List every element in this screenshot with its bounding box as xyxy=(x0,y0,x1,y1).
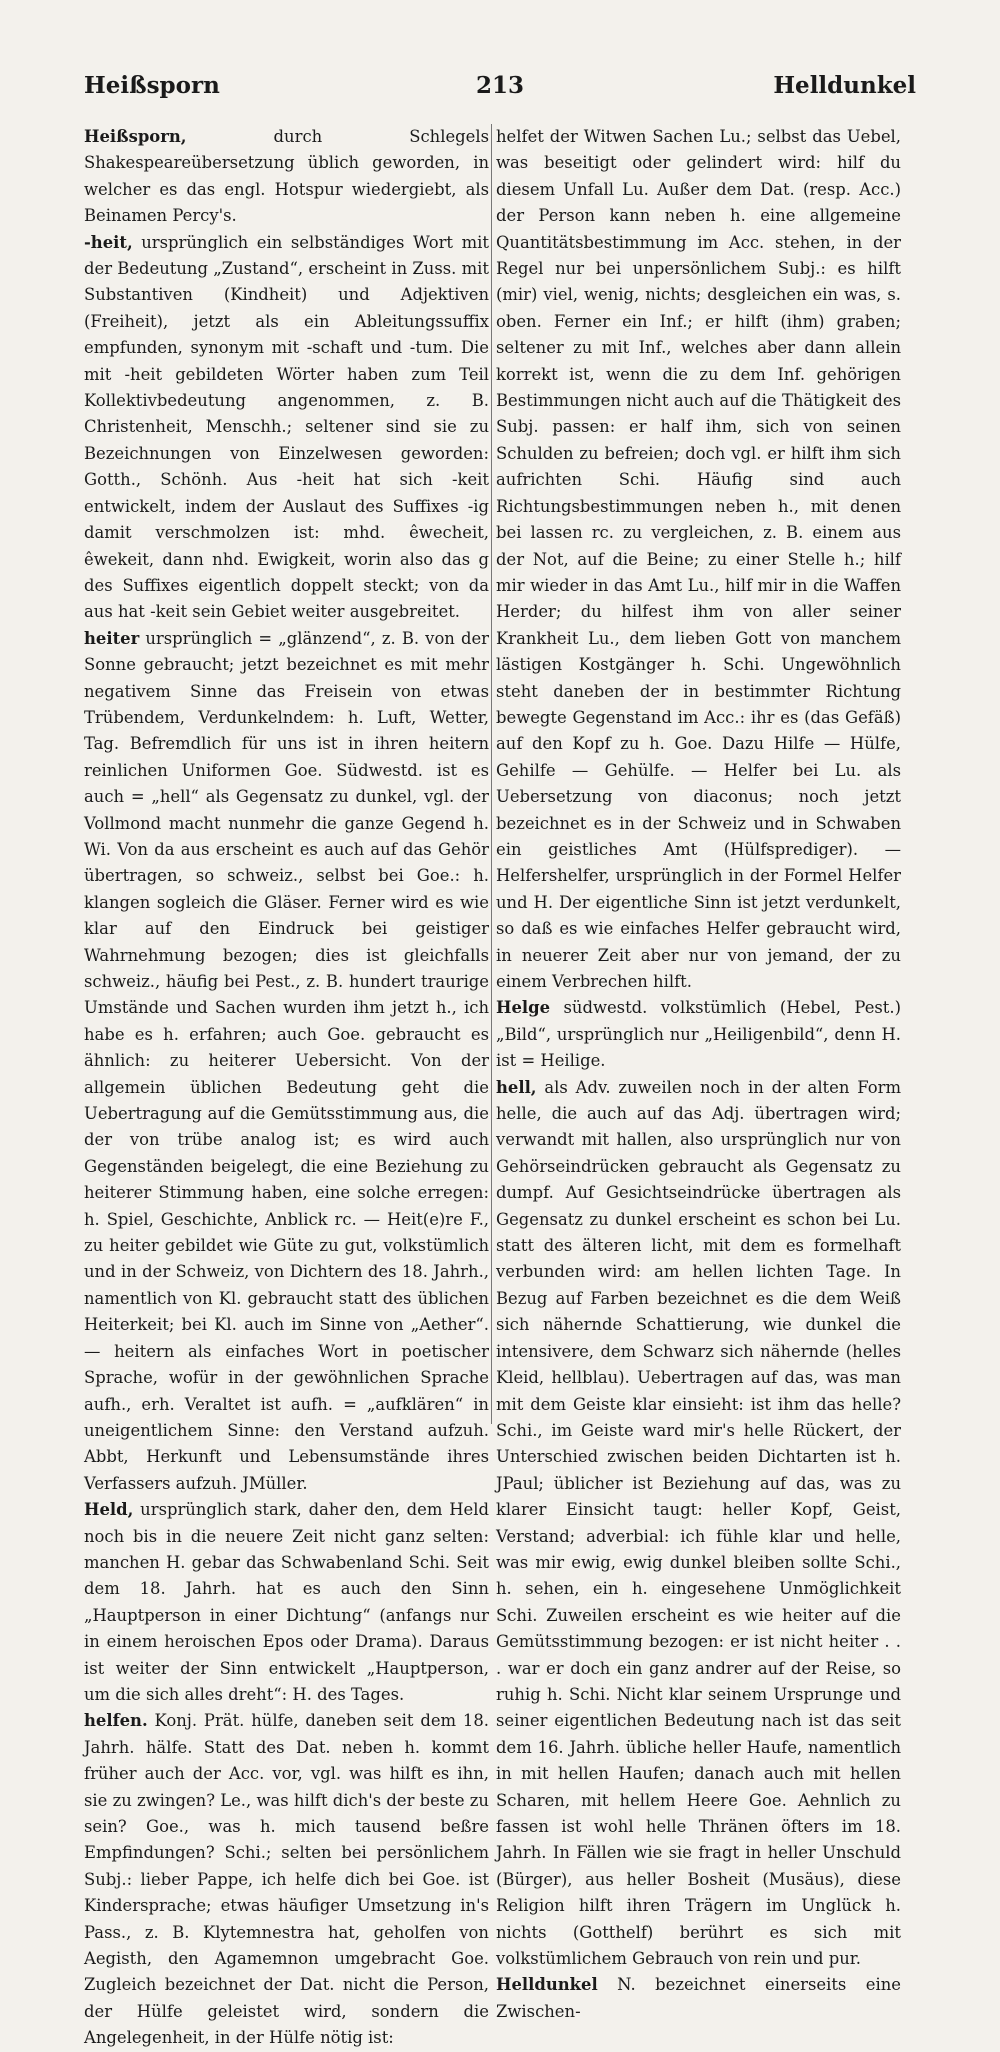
entry-headword: helfen. xyxy=(84,1711,148,1731)
entry-text: Konj. Prät. hülfe, daneben seit dem 18. Jahrh. hälfe. Statt des Dat. neben h. kommt früher auch der Acc. vor, vgl. was hilft es ihn, sie zu zwingen? Le., was hilft dich's der beste zu sein? Goe., was h. mich tausend beßre Empfindungen? Schi.; selten bei persönlichem Subj.: lieber Pappe, ich helfe dich bei Goe. ist Kindersprache; etwas häufiger Umsetzung in's Pass., z. B. Klytemnestra hat, geholfen von Aegisth, den Agamemnon umgebracht Goe. Zugleich bezeichnet der Dat. nicht die Person, der Hülfe geleistet wird, sondern die Angelegenheit, in der Hülfe nötig ist: xyxy=(84,1711,489,2048)
running-header xyxy=(84,72,916,112)
entry-headword: Helldunkel xyxy=(496,1975,598,1995)
header-left-headword: Heißsporn xyxy=(84,72,220,99)
entry xyxy=(496,995,901,1074)
entry-headword: hell, xyxy=(496,1077,537,1097)
entry-headword: Held, xyxy=(84,1500,134,1520)
page-number: 213 xyxy=(475,72,525,99)
entry-text: durch Schlegels Shakespeareübersetzung üblich geworden, in welcher es das engl. Hotspur wiedergiebt, als Beinamen Percy's. xyxy=(84,127,489,226)
entry xyxy=(496,124,901,995)
entry xyxy=(84,1708,489,2051)
entry xyxy=(496,1972,901,2025)
left-column xyxy=(84,124,489,2048)
header-right-headword: Helldunkel xyxy=(773,72,916,99)
right-column xyxy=(496,124,901,2021)
entry-text: ursprünglich ein selbständiges Wort mit der Bedeutung „Zustand“, erscheint in Zuss. mit Substantiven (Kindheit) und Adjektiven (Freiheit), jetzt als ein Ableitungssuffix empfunden, synonym mit -schaft und -tum. Die mit -heit gebildeten Wörter haben zum Teil Kollektivbedeutung angenommen, z. B. Christenheit, Menschh.; seltener sind sie zu Bezeichnungen von Einzelwesen geworden: Gotth., Schönh. Aus -heit hat sich -keit entwickelt, indem der Auslaut des Suffixes -ig damit verschmolzen ist: mhd. êwecheit, êwekeit, dann nhd. Ewigkeit, worin also das g des Suffixes eigentlich doppelt steckt; von da aus hat -keit sein Gebiet weiter ausgebreitet. xyxy=(84,232,489,622)
entry-headword: Helge xyxy=(496,998,551,1018)
entry-text: ursprünglich = „glänzend“, z. B. von der Sonne gebraucht; jetzt bezeichnet es mit mehr negativem Sinne das Freisein von etwas Trübendem, Verdunkelndem: h. Luft, Wetter, Tag. Befremdlich für uns ist in ihren heitern reinlichen Uniformen Goe. Südwestd. ist es auch = „hell“ als Gegensatz zu dunkel, vgl. der Vollmond macht nunmehr die ganze Gegend h. Wi. Von da aus erscheint es auch auf das Gehör übertragen, so schweiz., selbst bei Goe.: h. klangen sogleich die Gläser. Ferner wird es wie klar auf den Eindruck bei geistiger Wahrnehmung bezogen; dies ist gleichfalls schweiz., häufig bei Pest., z. B. hundert traurige Umstände und Sachen wurden ihm jetzt h., ich habe es h. erfahren; auch Goe. gebraucht es ähnlich: zu heiterer Uebersicht. Von der allgemein üblichen Bedeutung geht die Uebertragung auf die Gemütsstimmung aus, die der von trübe analog ist; es wird auch Gegenständen beigelegt, die eine Beziehung zu heiterer Stimmung haben, eine solche erregen: h. Spiel, Geschichte, Anblick rc. — Heit(e)re F., zu heiter gebildet wie Güte zu gut, volkstümlich und in der Schweiz, von Dichtern des 18. Jahrh., namentlich von Kl. gebraucht statt des üblichen Heiterkeit; bei Kl. auch im Sinne von „Aether“. — heitern als einfaches Wort in poetischer Sprache, wofür in der gewöhnlichen Sprache aufh., erh. Veraltet ist aufh. = „aufklären“ in uneigentlichem Sinne: den Verstand aufzuh. Abbt, Herkunft und Lebensumstände ihres Verfassers aufzuh. JMüller. xyxy=(84,628,489,1493)
entry xyxy=(84,230,489,626)
entry-text: südwestd. volkstümlich (Hebel, Pest.) „Bild“, ursprünglich nur „Heiligenbild“, denn H. ist = Heilige. xyxy=(496,998,901,1071)
entry-headword: -heit, xyxy=(84,232,133,252)
entry xyxy=(496,1075,901,1973)
entry-headword: Heißsporn, xyxy=(84,127,187,146)
entry-text: als Adv. zuweilen noch in der alten Form helle, die auch auf das Adj. übertragen wird; verwandt mit hallen, also ursprünglich nur von Gehörseindrücken gebraucht als Gegensatz zu dumpf. Auf Gesichtseindrücke übertragen als Gegensatz zu dunkel erscheint es schon bei Lu. statt des älteren licht, mit dem es formelhaft verbunden wird: am hellen lichten Tage. In Bezug auf Farben bezeichnet es die dem Weiß sich nähernde Schattierung, wie dunkel die intensivere, dem Schwarz sich nähernde (helles Kleid, hellblau). Uebertragen auf das, was man mit dem Geiste klar einsieht: ist ihm das helle? Schi., im Geiste ward mir's helle Rückert, der Unterschied zwischen beiden Dichtarten ist h. JPaul; üblicher ist Beziehung auf das, was zu klarer Einsicht taugt: heller Kopf, Geist, Verstand; adverbial: ich fühle klar und helle, was mir ewig, ewig dunkel bleiben sollte Schi., h. sehen, ein h. eingesehene Unmöglichkeit Schi. Zuweilen erscheint es wie heiter auf die Gemütsstimmung bezogen: er ist nicht heiter . . . war er doch ein ganz andrer auf der Reise, so ruhig h. Schi. Nicht klar seinem Ursprunge und seiner eigentlichen Bedeutung nach ist das seit dem 16. Jahrh. übliche heller Haufe, namentlich in mit hellen Haufen; danach auch mit hellen Scharen, mit hellem Heere Goe. Aehnlich zu fassen ist wohl helle Thränen öfters im 18. Jahrh. In Fällen wie sie fragt in heller Unschuld (Bürger), aus heller Bosheit (Musäus), diese Religion hilft ihren Trägern im Unglück h. nichts (Gotthelf) berührt es sich mit volkstümlichem Gebrauch von rein und pur. xyxy=(496,1077,901,1969)
entry xyxy=(84,1497,489,1708)
entry-headword: heiter xyxy=(84,628,140,648)
entry-text: N. bezeichnet einerseits eine Zwischen- xyxy=(496,1975,901,2021)
entry-text: helfet der Witwen Sachen Lu.; selbst das Uebel, was beseitigt oder gelindert wird: hilf du diesem Unfall Lu. Außer dem Dat. (resp. Acc.) der Person kann neben h. eine allgemeine Quantitätsbestimmung im Acc. stehen, in der Regel nur bei unpersönlichem Subj.: es hilft (mir) viel, wenig, nichts; desgleichen ein was, s. oben. Ferner ein Inf.; er hilft (ihm) graben; seltener zu mit Inf., welches aber dann allein korrekt ist, wenn die zu dem Inf. gehörigen Bestimmungen nicht auch auf die Thätigkeit des Subj. passen: er half ihm, sich von seinen Schulden zu befreien; doch vgl. er hilft ihm sich aufrichten Schi. Häufig sind auch Richtungsbestimmungen neben h., mit denen bei lassen rc. zu vergleichen, z. B. einem aus der Not, auf die Beine; zu einer Stelle h.; hilf mir wieder in das Amt Lu., hilf mir in die Waffen Herder; du hilfest ihm von aller seiner Krankheit Lu., dem lieben Gott von manchem lästigen Kostgänger h. Schi. Ungewöhnlich steht daneben der in bestimmter Richtung bewegte Gegenstand im Acc.: ihr es (das Gefäß) auf den Kopf zu h. Goe. Dazu Hilfe — Hülfe, Gehilfe — Gehülfe. — Helfer bei Lu. als Uebersetzung von diaconus; noch jetzt bezeichnet es in der Schweiz und in Schwaben ein geistliches Amt (Hülfsprediger). — Helfershelfer, ursprünglich in der Formel Helfer und H. Der eigentliche Sinn ist jetzt verdunkelt, so daß es wie einfaches Helfer gebraucht wird, in neuerer Zeit aber nur von jemand, der zu einem Verbrechen hilft. xyxy=(496,127,901,991)
entry xyxy=(84,626,489,1497)
column-divider xyxy=(491,124,492,1424)
entry xyxy=(84,124,489,230)
entry-text: ursprünglich stark, daher den, dem Held noch bis in die neuere Zeit nicht ganz selten: manchen H. gebar das Schwabenland Schi. Seit dem 18. Jahrh. hat es auch den Sinn „Hauptperson in einer Dichtung“ (anfangs nur in einem heroischen Epos oder Drama). Daraus ist weiter der Sinn entwickelt „Hauptperson, um die sich alles dreht“: H. des Tages. xyxy=(84,1500,489,1704)
